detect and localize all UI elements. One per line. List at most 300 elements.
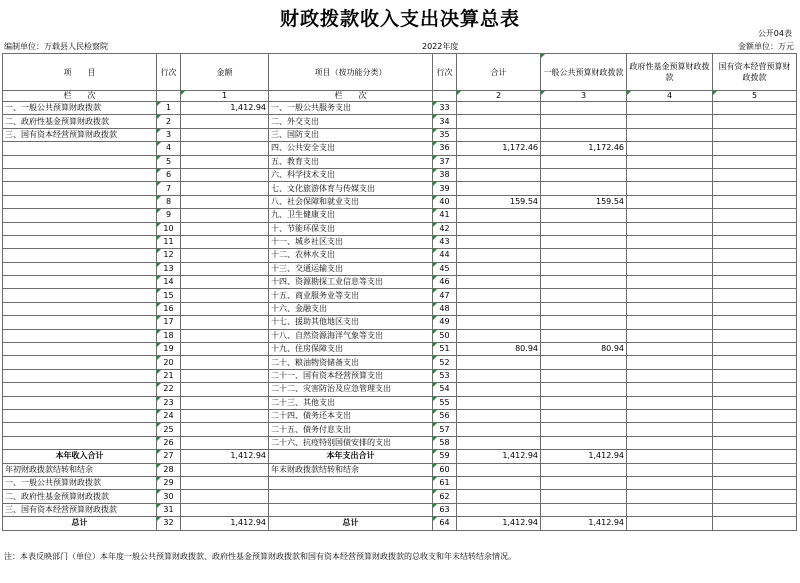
expense-gov-fund-cell[interactable] <box>627 222 713 235</box>
income-item-cell[interactable] <box>3 276 157 289</box>
expense-gov-fund-cell[interactable] <box>627 249 713 262</box>
income-row-no-cell[interactable]: 4 <box>157 142 181 155</box>
expense-state-capital-cell[interactable] <box>713 517 797 530</box>
income-row-no-cell[interactable]: 15 <box>157 289 181 302</box>
expense-general-budget-cell[interactable] <box>541 262 627 275</box>
expense-item-cell[interactable]: 二十六、抗疫特别国债安排的支出 <box>269 436 433 449</box>
expense-row-no-cell[interactable]: 56 <box>433 409 457 422</box>
income-amount-cell[interactable]: 1,412.94 <box>181 450 269 463</box>
income-amount-cell[interactable] <box>181 423 269 436</box>
expense-total-cell[interactable] <box>457 235 541 248</box>
expense-gov-fund-cell[interactable] <box>627 409 713 422</box>
expense-item-cell[interactable]: 五、教育支出 <box>269 155 433 168</box>
income-item-cell[interactable] <box>3 343 157 356</box>
expense-general-budget-cell[interactable]: 1,172.46 <box>541 142 627 155</box>
index-label-2[interactable]: 栏 次 <box>269 91 433 102</box>
expense-gov-fund-cell[interactable] <box>627 195 713 208</box>
expense-state-capital-cell[interactable] <box>713 249 797 262</box>
income-item-cell[interactable] <box>3 316 157 329</box>
income-row-no-cell[interactable]: 2 <box>157 115 181 128</box>
expense-row-no-cell[interactable]: 39 <box>433 182 457 195</box>
expense-total-cell[interactable] <box>457 209 541 222</box>
expense-total-cell[interactable] <box>457 329 541 342</box>
expense-row-no-cell[interactable]: 48 <box>433 302 457 315</box>
income-row-no-cell[interactable]: 11 <box>157 235 181 248</box>
expense-general-budget-cell[interactable]: 1,412.94 <box>541 517 627 530</box>
expense-general-budget-cell[interactable] <box>541 409 627 422</box>
income-item-cell[interactable] <box>3 329 157 342</box>
income-row-no-cell[interactable]: 13 <box>157 262 181 275</box>
expense-gov-fund-cell[interactable] <box>627 396 713 409</box>
expense-row-no-cell[interactable]: 34 <box>433 115 457 128</box>
expense-state-capital-cell[interactable] <box>713 128 797 141</box>
expense-general-budget-cell[interactable] <box>541 302 627 315</box>
income-amount-cell[interactable] <box>181 128 269 141</box>
expense-gov-fund-cell[interactable] <box>627 436 713 449</box>
expense-state-capital-cell[interactable] <box>713 262 797 275</box>
income-item-cell[interactable] <box>3 209 157 222</box>
income-row-no-cell[interactable]: 19 <box>157 343 181 356</box>
income-amount-cell[interactable] <box>181 476 269 489</box>
expense-item-cell[interactable]: 二、外交支出 <box>269 115 433 128</box>
income-item-cell[interactable]: 一、一般公共预算财政拨款 <box>3 102 157 115</box>
expense-total-cell[interactable]: 1,172.46 <box>457 142 541 155</box>
expense-row-no-cell[interactable]: 64 <box>433 517 457 530</box>
expense-total-cell[interactable] <box>457 490 541 503</box>
expense-total-cell[interactable] <box>457 476 541 489</box>
expense-row-no-cell[interactable]: 40 <box>433 195 457 208</box>
expense-total-cell[interactable] <box>457 463 541 476</box>
expense-gov-fund-cell[interactable] <box>627 316 713 329</box>
income-row-no-cell[interactable]: 23 <box>157 396 181 409</box>
expense-total-cell[interactable] <box>457 249 541 262</box>
income-amount-cell[interactable] <box>181 396 269 409</box>
income-amount-cell[interactable] <box>181 490 269 503</box>
expense-general-budget-cell[interactable] <box>541 115 627 128</box>
expense-gov-fund-cell[interactable] <box>627 369 713 382</box>
expense-total-cell[interactable] <box>457 383 541 396</box>
expense-item-cell[interactable]: 十一、城乡社区支出 <box>269 235 433 248</box>
header-state-capital[interactable]: 国有资本经营预算财政拨款 <box>713 54 797 91</box>
income-row-no-cell[interactable]: 9 <box>157 209 181 222</box>
income-row-no-cell[interactable]: 6 <box>157 168 181 181</box>
expense-general-budget-cell[interactable] <box>541 209 627 222</box>
expense-total-cell[interactable] <box>457 369 541 382</box>
income-row-no-cell[interactable]: 5 <box>157 155 181 168</box>
expense-gov-fund-cell[interactable] <box>627 450 713 463</box>
expense-gov-fund-cell[interactable] <box>627 262 713 275</box>
header-row-no[interactable]: 行次 <box>157 54 181 91</box>
income-amount-cell[interactable] <box>181 503 269 516</box>
expense-state-capital-cell[interactable] <box>713 356 797 369</box>
expense-gov-fund-cell[interactable] <box>627 490 713 503</box>
expense-gov-fund-cell[interactable] <box>627 463 713 476</box>
income-amount-cell[interactable] <box>181 195 269 208</box>
expense-general-budget-cell[interactable] <box>541 476 627 489</box>
expense-row-no-cell[interactable]: 50 <box>433 329 457 342</box>
income-amount-cell[interactable] <box>181 343 269 356</box>
expense-total-cell[interactable] <box>457 276 541 289</box>
income-amount-cell[interactable]: 1,412.94 <box>181 102 269 115</box>
index-blank-2[interactable] <box>433 91 457 102</box>
expense-gov-fund-cell[interactable] <box>627 383 713 396</box>
expense-item-cell[interactable]: 二十三、其他支出 <box>269 396 433 409</box>
income-row-no-cell[interactable]: 26 <box>157 436 181 449</box>
income-row-no-cell[interactable]: 31 <box>157 503 181 516</box>
expense-gov-fund-cell[interactable] <box>627 155 713 168</box>
expense-state-capital-cell[interactable] <box>713 289 797 302</box>
income-amount-cell[interactable] <box>181 235 269 248</box>
income-amount-cell[interactable] <box>181 142 269 155</box>
expense-state-capital-cell[interactable] <box>713 490 797 503</box>
expense-item-cell[interactable]: 二十二、灾害防治及应急管理支出 <box>269 383 433 396</box>
expense-row-no-cell[interactable]: 55 <box>433 396 457 409</box>
index-col-4[interactable]: 4 <box>627 91 713 102</box>
income-row-no-cell[interactable]: 25 <box>157 423 181 436</box>
expense-state-capital-cell[interactable] <box>713 343 797 356</box>
expense-general-budget-cell[interactable] <box>541 168 627 181</box>
income-row-no-cell[interactable]: 8 <box>157 195 181 208</box>
expense-item-cell[interactable]: 十、节能环保支出 <box>269 222 433 235</box>
expense-total-cell[interactable]: 159.54 <box>457 195 541 208</box>
expense-item-cell[interactable]: 十六、金融支出 <box>269 302 433 315</box>
income-row-no-cell[interactable]: 20 <box>157 356 181 369</box>
expense-item-cell[interactable]: 十二、农林水支出 <box>269 249 433 262</box>
income-item-cell[interactable]: 三、国有资本经营预算财政拨款 <box>3 503 157 516</box>
expense-state-capital-cell[interactable] <box>713 423 797 436</box>
expense-row-no-cell[interactable]: 37 <box>433 155 457 168</box>
expense-state-capital-cell[interactable] <box>713 383 797 396</box>
income-item-cell[interactable] <box>3 383 157 396</box>
expense-item-cell[interactable]: 总计 <box>269 517 433 530</box>
income-amount-cell[interactable] <box>181 409 269 422</box>
header-row-no-2[interactable]: 行次 <box>433 54 457 91</box>
expense-gov-fund-cell[interactable] <box>627 142 713 155</box>
expense-item-cell[interactable]: 一、一般公共服务支出 <box>269 102 433 115</box>
income-amount-cell[interactable] <box>181 369 269 382</box>
expense-total-cell[interactable] <box>457 102 541 115</box>
expense-general-budget-cell[interactable]: 80.94 <box>541 343 627 356</box>
expense-gov-fund-cell[interactable] <box>627 102 713 115</box>
expense-state-capital-cell[interactable] <box>713 436 797 449</box>
expense-total-cell[interactable] <box>457 316 541 329</box>
expense-row-no-cell[interactable]: 46 <box>433 276 457 289</box>
expense-gov-fund-cell[interactable] <box>627 235 713 248</box>
expense-total-cell[interactable] <box>457 115 541 128</box>
income-item-cell[interactable]: 三、国有资本经营预算财政拨款 <box>3 128 157 141</box>
expense-item-cell[interactable]: 十五、商业服务业等支出 <box>269 289 433 302</box>
income-amount-cell[interactable] <box>181 436 269 449</box>
income-amount-cell[interactable] <box>181 356 269 369</box>
index-blank[interactable] <box>157 91 181 102</box>
expense-general-budget-cell[interactable] <box>541 316 627 329</box>
expense-gov-fund-cell[interactable] <box>627 302 713 315</box>
expense-total-cell[interactable]: 1,412.94 <box>457 517 541 530</box>
expense-total-cell[interactable]: 1,412.94 <box>457 450 541 463</box>
expense-item-cell[interactable]: 二十五、债务付息支出 <box>269 423 433 436</box>
expense-item-cell[interactable] <box>269 476 433 489</box>
expense-gov-fund-cell[interactable] <box>627 128 713 141</box>
expense-general-budget-cell[interactable]: 1,412.94 <box>541 450 627 463</box>
expense-row-no-cell[interactable]: 53 <box>433 369 457 382</box>
expense-total-cell[interactable]: 80.94 <box>457 343 541 356</box>
expense-total-cell[interactable] <box>457 128 541 141</box>
expense-state-capital-cell[interactable] <box>713 115 797 128</box>
income-row-no-cell[interactable]: 14 <box>157 276 181 289</box>
expense-general-budget-cell[interactable] <box>541 276 627 289</box>
expense-row-no-cell[interactable]: 57 <box>433 423 457 436</box>
expense-total-cell[interactable] <box>457 396 541 409</box>
income-row-no-cell[interactable]: 24 <box>157 409 181 422</box>
expense-state-capital-cell[interactable] <box>713 195 797 208</box>
header-total[interactable]: 合计 <box>457 54 541 91</box>
income-row-no-cell[interactable]: 10 <box>157 222 181 235</box>
expense-general-budget-cell[interactable] <box>541 249 627 262</box>
income-item-cell[interactable] <box>3 249 157 262</box>
expense-total-cell[interactable] <box>457 423 541 436</box>
expense-item-cell[interactable]: 十八、自然资源海洋气象等支出 <box>269 329 433 342</box>
expense-gov-fund-cell[interactable] <box>627 168 713 181</box>
income-item-cell[interactable] <box>3 155 157 168</box>
expense-row-no-cell[interactable]: 63 <box>433 503 457 516</box>
income-item-cell[interactable] <box>3 168 157 181</box>
expense-state-capital-cell[interactable] <box>713 302 797 315</box>
expense-item-cell[interactable]: 年末财政拨款结转和结余 <box>269 463 433 476</box>
expense-general-budget-cell[interactable] <box>541 503 627 516</box>
expense-total-cell[interactable] <box>457 182 541 195</box>
expense-item-cell[interactable]: 十九、住房保障支出 <box>269 343 433 356</box>
expense-total-cell[interactable] <box>457 168 541 181</box>
expense-total-cell[interactable] <box>457 356 541 369</box>
expense-gov-fund-cell[interactable] <box>627 182 713 195</box>
income-amount-cell[interactable] <box>181 222 269 235</box>
expense-item-cell[interactable]: 八、社会保障和就业支出 <box>269 195 433 208</box>
expense-general-budget-cell[interactable] <box>541 329 627 342</box>
expense-general-budget-cell[interactable] <box>541 128 627 141</box>
income-amount-cell[interactable] <box>181 463 269 476</box>
expense-item-cell[interactable]: 十四、资源勘探工业信息等支出 <box>269 276 433 289</box>
income-item-cell[interactable] <box>3 182 157 195</box>
expense-state-capital-cell[interactable] <box>713 235 797 248</box>
income-item-cell[interactable]: 总计 <box>3 517 157 530</box>
income-item-cell[interactable] <box>3 356 157 369</box>
expense-general-budget-cell[interactable] <box>541 356 627 369</box>
expense-general-budget-cell[interactable] <box>541 436 627 449</box>
expense-row-no-cell[interactable]: 52 <box>433 356 457 369</box>
expense-state-capital-cell[interactable] <box>713 409 797 422</box>
expense-row-no-cell[interactable]: 43 <box>433 235 457 248</box>
expense-state-capital-cell[interactable] <box>713 503 797 516</box>
expense-row-no-cell[interactable]: 41 <box>433 209 457 222</box>
expense-gov-fund-cell[interactable] <box>627 276 713 289</box>
expense-state-capital-cell[interactable] <box>713 142 797 155</box>
income-row-no-cell[interactable]: 7 <box>157 182 181 195</box>
expense-item-cell[interactable]: 六、科学技术支出 <box>269 168 433 181</box>
income-item-cell[interactable]: 二、政府性基金预算财政拨款 <box>3 490 157 503</box>
expense-row-no-cell[interactable]: 58 <box>433 436 457 449</box>
expense-gov-fund-cell[interactable] <box>627 329 713 342</box>
income-item-cell[interactable] <box>3 142 157 155</box>
expense-gov-fund-cell[interactable] <box>627 356 713 369</box>
expense-state-capital-cell[interactable] <box>713 369 797 382</box>
expense-row-no-cell[interactable]: 36 <box>433 142 457 155</box>
income-row-no-cell[interactable]: 12 <box>157 249 181 262</box>
expense-general-budget-cell[interactable] <box>541 423 627 436</box>
expense-item-cell[interactable]: 二十四、债务还本支出 <box>269 409 433 422</box>
expense-gov-fund-cell[interactable] <box>627 503 713 516</box>
expense-item-cell[interactable]: 二十一、国有资本经营预算支出 <box>269 369 433 382</box>
expense-total-cell[interactable] <box>457 289 541 302</box>
income-item-cell[interactable]: 年初财政拨款结转和结余 <box>3 463 157 476</box>
expense-general-budget-cell[interactable]: 159.54 <box>541 195 627 208</box>
expense-general-budget-cell[interactable] <box>541 235 627 248</box>
expense-item-cell[interactable] <box>269 490 433 503</box>
expense-item-cell[interactable]: 本年支出合计 <box>269 450 433 463</box>
income-amount-cell[interactable] <box>181 168 269 181</box>
index-col-3[interactable]: 3 <box>541 91 627 102</box>
income-item-cell[interactable] <box>3 369 157 382</box>
expense-general-budget-cell[interactable] <box>541 155 627 168</box>
expense-general-budget-cell[interactable] <box>541 383 627 396</box>
expense-item-cell[interactable]: 十三、交通运输支出 <box>269 262 433 275</box>
expense-row-no-cell[interactable]: 60 <box>433 463 457 476</box>
expense-general-budget-cell[interactable] <box>541 396 627 409</box>
income-item-cell[interactable]: 本年收入合计 <box>3 450 157 463</box>
index-label[interactable]: 栏 次 <box>3 91 157 102</box>
expense-row-no-cell[interactable]: 49 <box>433 316 457 329</box>
income-row-no-cell[interactable]: 29 <box>157 476 181 489</box>
header-exp-item[interactable]: 项目（按功能分类） <box>269 54 433 91</box>
income-item-cell[interactable] <box>3 396 157 409</box>
income-row-no-cell[interactable]: 27 <box>157 450 181 463</box>
expense-general-budget-cell[interactable] <box>541 222 627 235</box>
expense-state-capital-cell[interactable] <box>713 450 797 463</box>
expense-state-capital-cell[interactable] <box>713 316 797 329</box>
expense-row-no-cell[interactable]: 51 <box>433 343 457 356</box>
income-row-no-cell[interactable]: 30 <box>157 490 181 503</box>
expense-row-no-cell[interactable]: 44 <box>433 249 457 262</box>
income-amount-cell[interactable] <box>181 302 269 315</box>
header-general-budget[interactable]: 一般公共预算财政拨款 <box>541 54 627 91</box>
income-row-no-cell[interactable]: 22 <box>157 383 181 396</box>
header-amount[interactable]: 金额 <box>181 54 269 91</box>
income-item-cell[interactable] <box>3 262 157 275</box>
income-amount-cell[interactable] <box>181 262 269 275</box>
expense-item-cell[interactable]: 七、文化旅游体育与传媒支出 <box>269 182 433 195</box>
expense-row-no-cell[interactable]: 59 <box>433 450 457 463</box>
income-row-no-cell[interactable]: 3 <box>157 128 181 141</box>
expense-general-budget-cell[interactable] <box>541 289 627 302</box>
expense-gov-fund-cell[interactable] <box>627 476 713 489</box>
income-amount-cell[interactable]: 1,412.94 <box>181 517 269 530</box>
income-amount-cell[interactable] <box>181 289 269 302</box>
expense-state-capital-cell[interactable] <box>713 276 797 289</box>
income-item-cell[interactable] <box>3 436 157 449</box>
income-item-cell[interactable]: 一、一般公共预算财政拨款 <box>3 476 157 489</box>
expense-item-cell[interactable]: 三、国防支出 <box>269 128 433 141</box>
income-item-cell[interactable] <box>3 423 157 436</box>
income-amount-cell[interactable] <box>181 182 269 195</box>
expense-row-no-cell[interactable]: 35 <box>433 128 457 141</box>
expense-item-cell[interactable]: 二十、粮油物资储备支出 <box>269 356 433 369</box>
expense-row-no-cell[interactable]: 33 <box>433 102 457 115</box>
income-amount-cell[interactable] <box>181 155 269 168</box>
expense-total-cell[interactable] <box>457 503 541 516</box>
expense-gov-fund-cell[interactable] <box>627 115 713 128</box>
expense-row-no-cell[interactable]: 47 <box>433 289 457 302</box>
expense-state-capital-cell[interactable] <box>713 182 797 195</box>
expense-row-no-cell[interactable]: 62 <box>433 490 457 503</box>
expense-total-cell[interactable] <box>457 302 541 315</box>
expense-item-cell[interactable]: 四、公共安全支出 <box>269 142 433 155</box>
expense-state-capital-cell[interactable] <box>713 155 797 168</box>
expense-gov-fund-cell[interactable] <box>627 343 713 356</box>
income-row-no-cell[interactable]: 32 <box>157 517 181 530</box>
income-item-cell[interactable] <box>3 222 157 235</box>
expense-row-no-cell[interactable]: 61 <box>433 476 457 489</box>
expense-item-cell[interactable]: 九、卫生健康支出 <box>269 209 433 222</box>
income-item-cell[interactable] <box>3 302 157 315</box>
index-col-1[interactable]: 1 <box>181 91 269 102</box>
income-amount-cell[interactable] <box>181 115 269 128</box>
expense-item-cell[interactable]: 十七、援助其他地区支出 <box>269 316 433 329</box>
income-item-cell[interactable] <box>3 235 157 248</box>
expense-total-cell[interactable] <box>457 409 541 422</box>
header-gov-fund[interactable]: 政府性基金预算财政拨款 <box>627 54 713 91</box>
expense-state-capital-cell[interactable] <box>713 222 797 235</box>
expense-state-capital-cell[interactable] <box>713 463 797 476</box>
expense-state-capital-cell[interactable] <box>713 396 797 409</box>
header-item[interactable]: 项 目 <box>3 54 157 91</box>
expense-total-cell[interactable] <box>457 155 541 168</box>
expense-gov-fund-cell[interactable] <box>627 423 713 436</box>
income-amount-cell[interactable] <box>181 209 269 222</box>
income-row-no-cell[interactable]: 18 <box>157 329 181 342</box>
income-row-no-cell[interactable]: 17 <box>157 316 181 329</box>
index-col-2[interactable]: 2 <box>457 91 541 102</box>
expense-general-budget-cell[interactable] <box>541 490 627 503</box>
expense-item-cell[interactable] <box>269 503 433 516</box>
expense-total-cell[interactable] <box>457 262 541 275</box>
expense-state-capital-cell[interactable] <box>713 329 797 342</box>
expense-state-capital-cell[interactable] <box>713 102 797 115</box>
expense-row-no-cell[interactable]: 38 <box>433 168 457 181</box>
expense-row-no-cell[interactable]: 45 <box>433 262 457 275</box>
expense-total-cell[interactable] <box>457 222 541 235</box>
income-amount-cell[interactable] <box>181 276 269 289</box>
income-amount-cell[interactable] <box>181 383 269 396</box>
expense-general-budget-cell[interactable] <box>541 369 627 382</box>
income-amount-cell[interactable] <box>181 249 269 262</box>
income-amount-cell[interactable] <box>181 329 269 342</box>
expense-state-capital-cell[interactable] <box>713 209 797 222</box>
expense-general-budget-cell[interactable] <box>541 102 627 115</box>
expense-row-no-cell[interactable]: 42 <box>433 222 457 235</box>
income-item-cell[interactable] <box>3 289 157 302</box>
expense-state-capital-cell[interactable] <box>713 476 797 489</box>
expense-gov-fund-cell[interactable] <box>627 289 713 302</box>
income-row-no-cell[interactable]: 16 <box>157 302 181 315</box>
expense-gov-fund-cell[interactable] <box>627 209 713 222</box>
income-row-no-cell[interactable]: 21 <box>157 369 181 382</box>
income-row-no-cell[interactable]: 28 <box>157 463 181 476</box>
expense-general-budget-cell[interactable] <box>541 182 627 195</box>
income-row-no-cell[interactable]: 1 <box>157 102 181 115</box>
expense-total-cell[interactable] <box>457 436 541 449</box>
index-col-5[interactable]: 5 <box>713 91 797 102</box>
income-item-cell[interactable] <box>3 409 157 422</box>
expense-general-budget-cell[interactable] <box>541 463 627 476</box>
